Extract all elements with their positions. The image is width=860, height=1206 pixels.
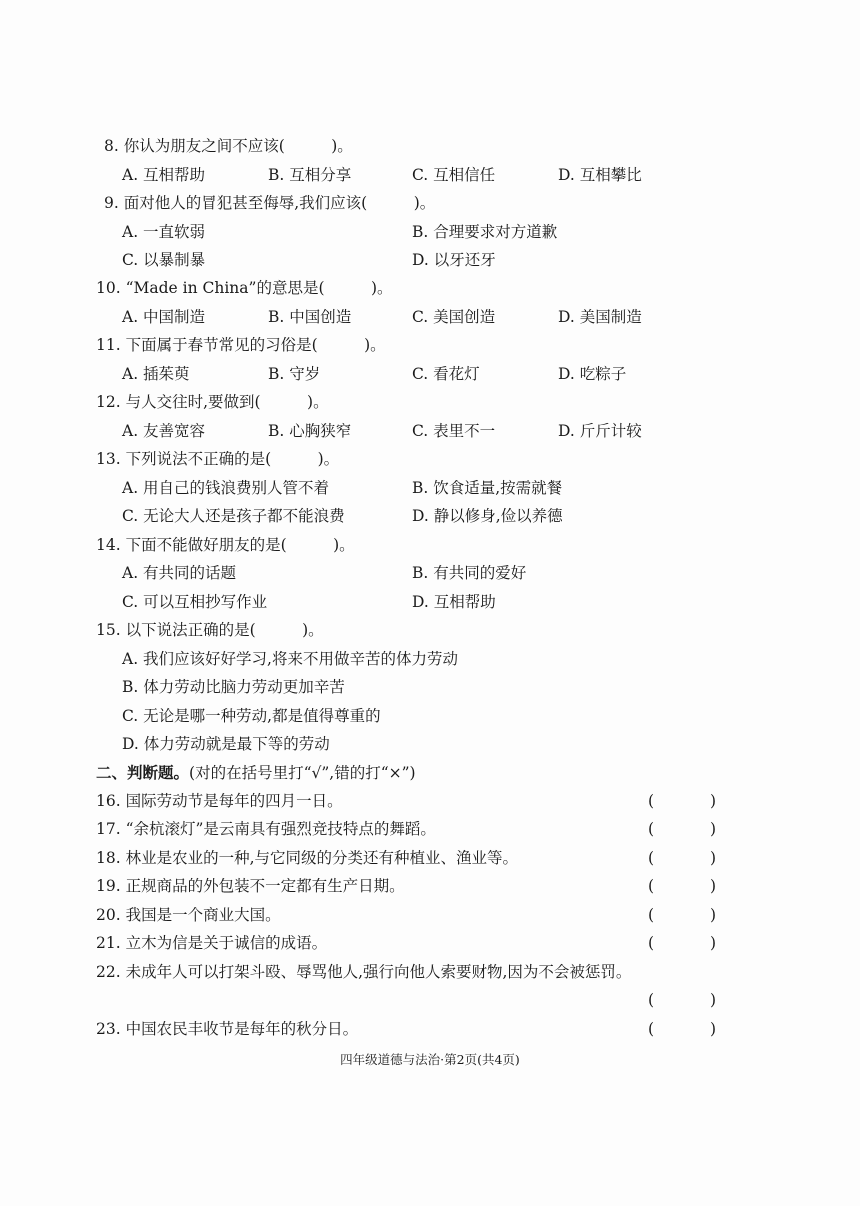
- judge-statement: 23. 中国农民丰收节是每年的秋分日。: [96, 1020, 359, 1038]
- question-14-options-row2: [0, 590, 860, 614]
- question-11: [0, 333, 860, 357]
- option-a: A. 中国制造: [122, 308, 206, 326]
- question-9-options-row2: [0, 248, 860, 272]
- option-b: B. 有共同的爱好: [412, 564, 527, 582]
- judge-statement: 22. 未成年人可以打架斗殴、辱骂他人,强行向他人索要财物,因为不会被惩罚。: [96, 963, 632, 981]
- question-stem: 10. “Made in China”的意思是( )。: [96, 279, 393, 297]
- judge-item-22-answer: [0, 988, 860, 1012]
- judge-item-23: [0, 1017, 860, 1041]
- option-c: C. 看花灯: [412, 365, 480, 383]
- answer-parentheses[interactable]: ( ): [648, 877, 716, 895]
- question-stem: 9. 面对他人的冒犯甚至侮辱,我们应该( )。: [104, 194, 436, 212]
- judge-statement: 17. “余杭滚灯”是云南具有强烈竞技特点的舞蹈。: [96, 820, 436, 838]
- option-c: C. 无论大人还是孩子都不能浪费: [122, 507, 345, 525]
- question-15-option-b: [0, 675, 860, 699]
- option-a: A. 用自己的钱浪费别人管不着: [122, 479, 330, 497]
- option-b: B. 饮食适量,按需就餐: [412, 479, 563, 497]
- section-heading: [0, 761, 860, 785]
- question-15: [0, 618, 860, 642]
- question-11-options: [0, 362, 860, 386]
- question-8-options: [0, 163, 860, 187]
- section-title-wrap: [96, 761, 416, 785]
- judge-item-20: [0, 903, 860, 927]
- option-b: B. 心胸狭窄: [268, 422, 352, 440]
- judge-item-21: [0, 931, 860, 955]
- option-c: C. 以暴制暴: [122, 251, 206, 269]
- answer-parentheses[interactable]: ( ): [648, 820, 716, 838]
- question-10: [0, 276, 860, 300]
- question-stem: 15. 以下说法正确的是( )。: [96, 621, 324, 639]
- option-d: D. 斤斤计较: [558, 422, 642, 440]
- option-d: D. 体力劳动就是最下等的劳动: [122, 735, 330, 753]
- option-b: B. 互相分享: [268, 166, 352, 184]
- question-13-options-row2: [0, 504, 860, 528]
- option-d: D. 静以修身,俭以养德: [412, 507, 563, 525]
- question-15-option-a: [0, 647, 860, 671]
- question-13-options-row1: [0, 476, 860, 500]
- option-c: C. 美国创造: [412, 308, 496, 326]
- option-a: A. 一直软弱: [122, 223, 206, 241]
- answer-parentheses[interactable]: ( ): [648, 934, 716, 952]
- question-8: [0, 134, 860, 158]
- page-footer: 四年级道德与法治·第2页(共4页): [340, 1052, 520, 1067]
- answer-parentheses[interactable]: ( ): [648, 1020, 716, 1038]
- question-13: [0, 447, 860, 471]
- option-b: B. 中国创造: [268, 308, 352, 326]
- answer-parentheses[interactable]: ( ): [648, 991, 716, 1009]
- question-stem: 14. 下面不能做好朋友的是( )。: [96, 536, 355, 554]
- question-10-options: [0, 305, 860, 329]
- option-b: B. 守岁: [268, 365, 321, 383]
- judge-item-22: [0, 960, 860, 984]
- question-9-options-row1: [0, 220, 860, 244]
- judge-statement: 16. 国际劳动节是每年的四月一日。: [96, 792, 343, 810]
- question-9: [0, 191, 860, 215]
- judge-item-19: [0, 874, 860, 898]
- section-title: 二、判断题。: [96, 763, 190, 782]
- option-b: B. 体力劳动比脑力劳动更加辛苦: [122, 678, 345, 696]
- option-b: B. 合理要求对方道歉: [412, 223, 558, 241]
- judge-item-16: [0, 789, 860, 813]
- option-c: C. 互相信任: [412, 166, 496, 184]
- option-c: C. 表里不一: [412, 422, 496, 440]
- option-d: D. 吃粽子: [558, 365, 627, 383]
- option-a: A. 互相帮助: [122, 166, 206, 184]
- question-stem: 11. 下面属于春节常见的习俗是( )。: [96, 336, 386, 354]
- judge-statement: 21. 立木为信是关于诚信的成语。: [96, 934, 328, 952]
- question-14-options-row1: [0, 561, 860, 585]
- judge-statement: 18. 林业是农业的一种,与它同级的分类还有种植业、渔业等。: [96, 849, 519, 867]
- answer-parentheses[interactable]: ( ): [648, 906, 716, 924]
- answer-parentheses[interactable]: ( ): [648, 849, 716, 867]
- judge-statement: 20. 我国是一个商业大国。: [96, 906, 281, 924]
- option-d: D. 互相帮助: [412, 593, 496, 611]
- option-a: A. 我们应该好好学习,将来不用做辛苦的体力劳动: [122, 650, 458, 668]
- option-d: D. 美国制造: [558, 308, 642, 326]
- option-a: A. 有共同的话题: [122, 564, 237, 582]
- judge-statement: 19. 正规商品的外包装不一定都有生产日期。: [96, 877, 405, 895]
- judge-item-18: [0, 846, 860, 870]
- question-15-option-c: [0, 704, 860, 728]
- question-stem: 12. 与人交往时,要做到( )。: [96, 393, 329, 411]
- judge-item-17: [0, 817, 860, 841]
- question-15-option-d: [0, 732, 860, 756]
- answer-parentheses[interactable]: ( ): [648, 792, 716, 810]
- question-stem: 8. 你认为朋友之间不应该( )。: [104, 137, 353, 155]
- question-12: [0, 390, 860, 414]
- option-c: C. 可以互相抄写作业: [122, 593, 268, 611]
- option-c: C. 无论是哪一种劳动,都是值得尊重的: [122, 707, 381, 725]
- option-d: D. 以牙还牙: [412, 251, 496, 269]
- question-12-options: [0, 419, 860, 443]
- question-stem: 13. 下列说法不正确的是( )。: [96, 450, 340, 468]
- option-a: A. 友善宽容: [122, 422, 206, 440]
- option-a: A. 插茱萸: [122, 365, 190, 383]
- section-instruction: (对的在括号里打“√”,错的打“×”): [189, 764, 416, 782]
- option-d: D. 互相攀比: [558, 166, 642, 184]
- question-14: [0, 533, 860, 557]
